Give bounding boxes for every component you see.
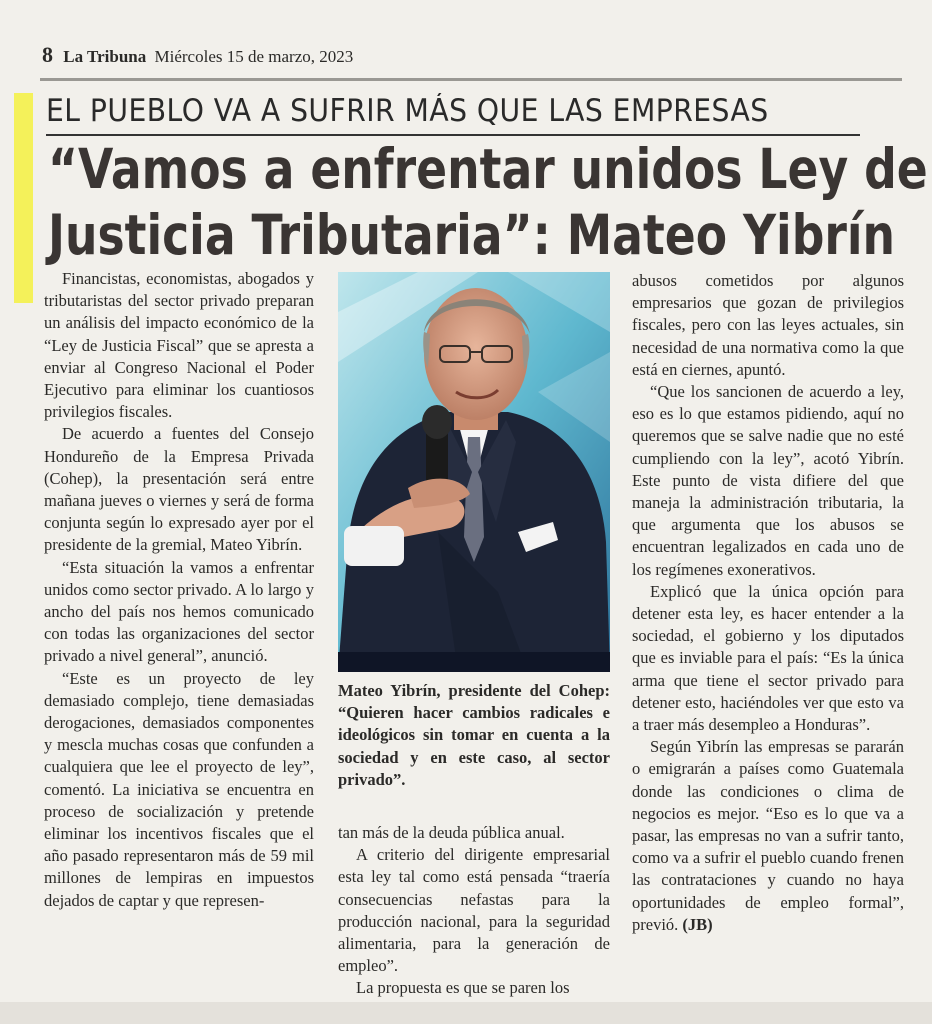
paragraph [632, 736, 904, 936]
column-1 [44, 268, 314, 912]
photo-illustration [338, 272, 610, 672]
paragraph-text: Según Yibrín las empresas se pararán o emigrarán a países como Guatemala donde las condiciones o clima de negocios es mejor. “Eso es lo que va a pasar, las empresas no van a sufrir tanto, como va a sufrir el pueblo cuando frenen las contrataciones y cuando no haya oportunidades de empleo formal”, previó. [632, 737, 904, 934]
column-3 [632, 270, 904, 936]
newspaper-name: La Tribuna [63, 47, 147, 66]
issue-date: Miércoles 15 de marzo, 2023 [154, 47, 354, 66]
paragraph: abusos cometidos por algunos empresarios que gozan de privilegios fiscales, pero con las leyes actuales, sin necesidad de una normativa como la que está en ciernes, apuntó. [632, 271, 904, 379]
highlighter-mark [14, 93, 33, 303]
paragraph: La propuesta es que se paren los [356, 978, 570, 998]
author-byline: (JB) [682, 914, 713, 934]
paragraph: De acuerdo a fuentes del Consejo Hondureño de la Empresa Privada (Cohep), la presentación será entre mañana jueves o viernes y será de forma conjunta según lo expresado ayer por el presidente de la gremial, Mateo Yibrín. [44, 424, 314, 555]
running-header [42, 42, 353, 68]
column-2 [338, 822, 610, 1000]
paragraph: “Que los sancionen de acuerdo a ley, eso es lo que estamos pidiendo, aquí no queremos que se salve nadie que no esté cumpliendo con la ley”, acotó Yibrín. Este punto de vista difiere del que maneja la administración tributaria, la que argumenta que los abusos se encuentran legalizados en cada uno de los regímenes exonerativos. [632, 382, 904, 579]
paragraph: Financistas, economistas, abogados y tributaristas del sector privado preparan un análisis del impacto económico de la “Ley de Justicia Fiscal” que se apresta a enviar al Congreso Nacional el Poder Ejecutivo para eliminar los cuantiosos privilegios fiscales. [44, 269, 314, 422]
page-number: 8 [42, 42, 53, 67]
header-rule [40, 78, 902, 81]
paragraph: A criterio del dirigente empresarial esta ley tal como está pensada “traería consecuencias nefastas para la producción nacional, para la seguridad alimentaria, para la generación de empleo”. [338, 845, 610, 976]
paragraph: Explicó que la única opción para detener esta ley, es hacer entender a la sociedad, el gobierno y los diputados que es inviable para el país: “Es la única arma que tiene el sector privado para detener esto, haciéndoles ver que esto va a traer más desempleo a Honduras”. [632, 581, 904, 735]
paragraph: “Esta situación la vamos a enfrentar unidos como sector privado. A lo largo y ancho del país nos hemos comunicado con todas las organizaciones del sector privado a nivel general”, anunció. [44, 557, 314, 666]
headline-line-2: Justicia Tributaria”: Mateo Yibrín [48, 203, 896, 267]
portrait-photo [338, 272, 610, 672]
photo-caption: Mateo Yibrín, presidente del Cohep: “Quieren hacer cambios radicales e ideológicos sin tomar en cuenta a la sociedad y en este caso, al sector privado”. [338, 681, 610, 789]
headline-line-1: “Vamos a enfrentar unidos Ley de [48, 137, 928, 201]
paragraph: tan más de la deuda pública anual. [338, 823, 565, 842]
page-bottom-edge [0, 1002, 932, 1024]
article-headline [48, 136, 928, 268]
article-kicker: EL PUEBLO VA A SUFRIR MÁS QUE LAS EMPRESAS [46, 93, 769, 129]
paragraph: “Este es un proyecto de ley demasiado complejo, tiene demasiadas derogaciones, demasiados componentes y mescla muchas cosas que confunden a cualquiera que lee el proyecto de ley”, comentó. La iniciativa se encuentra en proceso de socialización y pretende eliminar los incentivos fiscales que el año pasado representaron más de 59 mil millones de lempiras en impuestos dejados de captar y que represen- [44, 668, 314, 910]
